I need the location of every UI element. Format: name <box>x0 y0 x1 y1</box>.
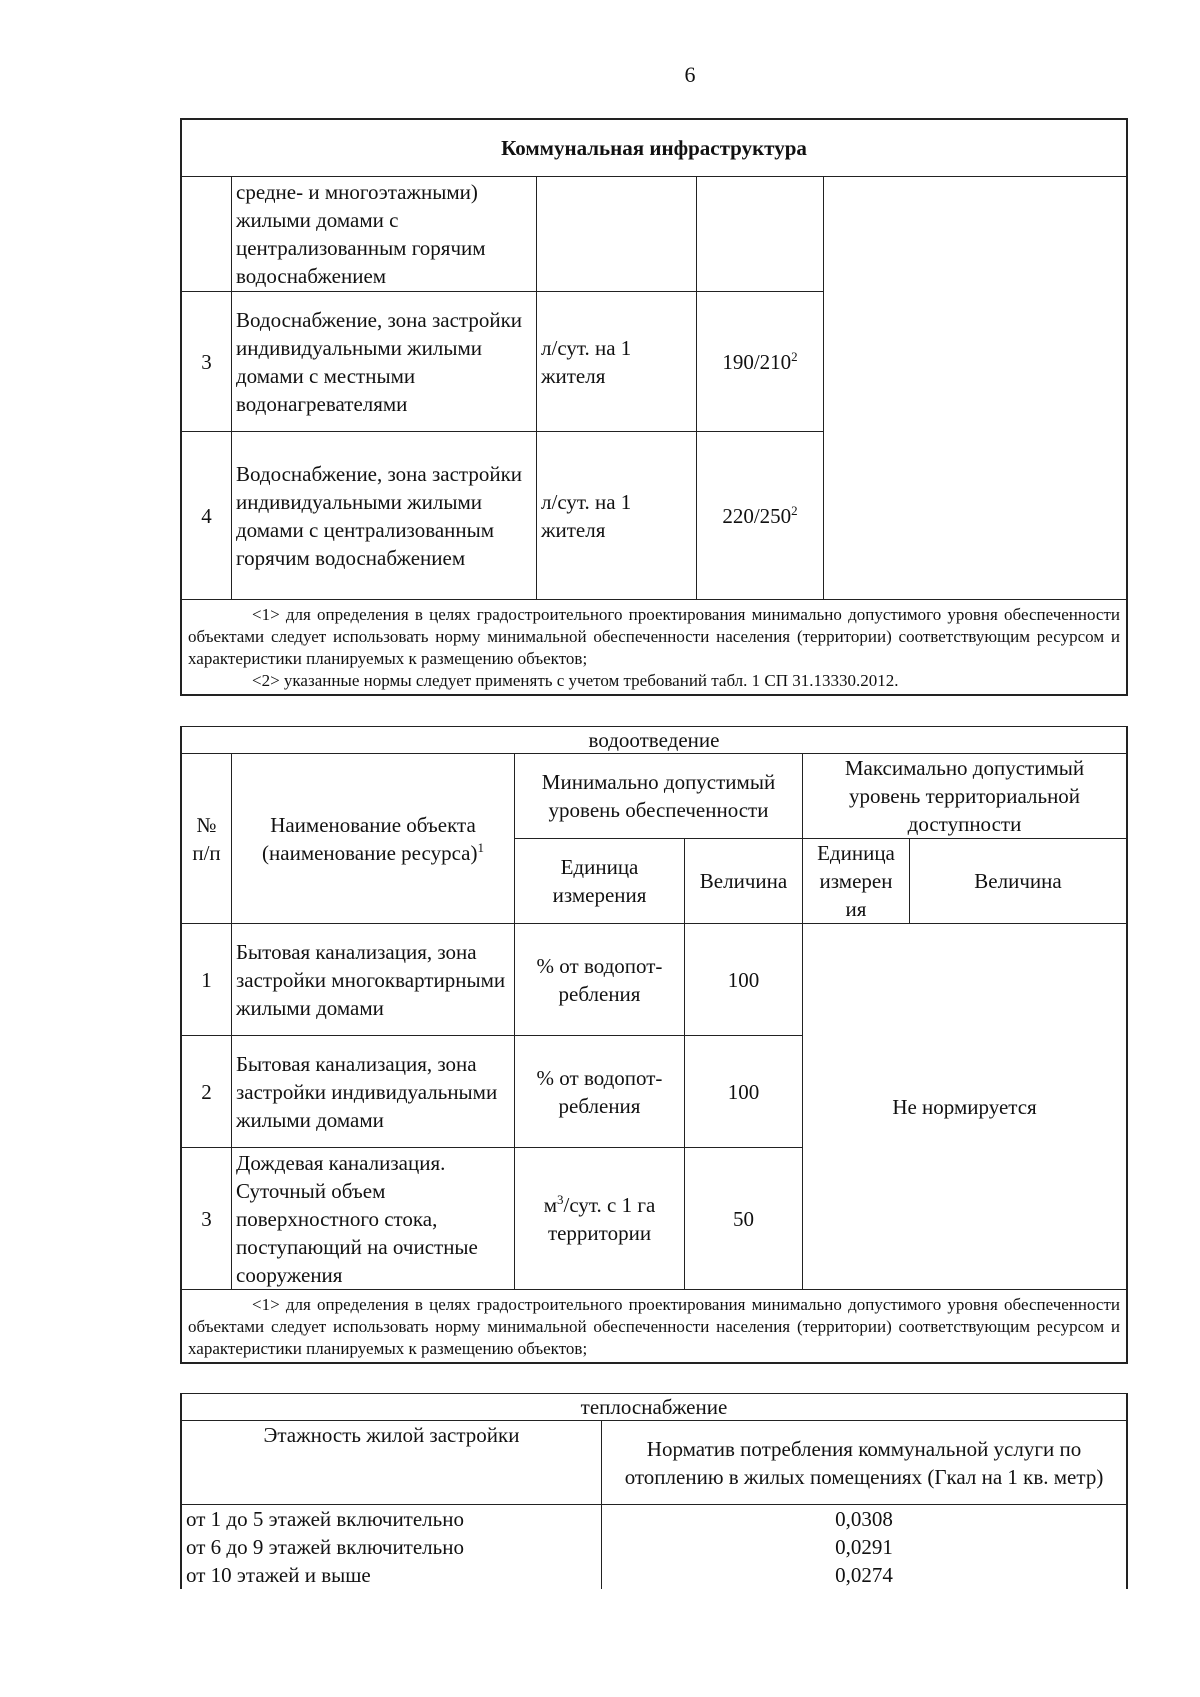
water-row-name: Водоснабжение, зона застройки индивидуальными жилыми домами с централизованным горячим водоснабжением <box>232 432 537 600</box>
drainage-row-name: Бытовая канализация, зона застройки индивидуальными жилыми домами <box>232 1036 515 1148</box>
header-num: № п/п <box>182 754 232 924</box>
table-row <box>182 1505 1127 1534</box>
drainage-row-unit: % от водопот- ребления <box>515 1036 685 1148</box>
heating-value: 0,0308 <box>602 1505 1127 1534</box>
header-max-group: Максимально допустимый уровень территориальной доступности <box>803 754 1127 839</box>
empty-max-cell <box>824 177 1127 600</box>
table-row <box>182 924 1127 1036</box>
footnote-2: <2> указанные нормы следует применять с учетом требований табл. 1 СП 31.13330.2012. <box>252 671 899 690</box>
heating-value: 0,0291 <box>602 1533 1127 1561</box>
table-row <box>182 1561 1127 1589</box>
water-row-unit: л/сут. на 1 жителя <box>537 292 697 432</box>
row-number: 3 <box>182 292 232 432</box>
heating-floors: от 1 до 5 этажей включительно <box>182 1505 602 1534</box>
drainage-row-value: 50 <box>685 1148 803 1290</box>
drainage-row-value: 100 <box>685 924 803 1036</box>
heating-floors: от 10 этажей и выше <box>182 1561 602 1589</box>
table-row <box>182 1533 1127 1561</box>
header-value: Величина <box>685 839 803 924</box>
drainage-row-name: Бытовая канализация, зона застройки многоквартирными жилыми домами <box>232 924 515 1036</box>
not-normed-cell: Не нормируется <box>803 924 1127 1290</box>
heating-value: 0,0274 <box>602 1561 1127 1589</box>
header-value-2: Величина <box>910 839 1127 924</box>
heating-col-floors: Этажность жилой застройки <box>182 1421 602 1505</box>
row-number: 3 <box>182 1148 232 1290</box>
water-supply-block <box>180 118 1128 696</box>
footnote-block <box>182 1290 1127 1363</box>
water-row-value: $190/210^2$ <box>697 292 824 432</box>
footnote-1: <1> для определения в целях градостроительного проектирования минимально допустимого уровня обеспеченности объектами следует использовать норму минимальной обеспеченности населения (территории) соответствующим ресурсом и характеристики планируемых к размещению объектов; <box>188 605 1120 668</box>
table-cell <box>697 177 824 292</box>
footnote-1: <1> для определения в целях градостроительного проектирования минимально допустимого уровня обеспеченности объектами следует использовать норму минимальной обеспеченности населения (территории) соответствующим ресурсом и характеристики планируемых к размещению объектов; <box>188 1295 1120 1358</box>
header-unit-2: Единица измерен ия <box>803 839 910 924</box>
heating-floors: от 6 до 9 этажей включительно <box>182 1533 602 1561</box>
header-unit: Единица измерения <box>515 839 685 924</box>
table-cell <box>537 177 697 292</box>
header-name: Наименование объекта (наименование ресурса)$^1$ <box>232 754 515 924</box>
water-row-name: средне- и многоэтажными) жилыми домами с централизованным горячим водоснабжением <box>232 177 537 292</box>
heating-title: теплоснабжение <box>182 1394 1127 1421</box>
heating-col-norm: Норматив потребления коммунальной услуги по отоплению в жилых помещениях (Гкал на 1 кв. метр) <box>602 1421 1127 1505</box>
row-number: 2 <box>182 1036 232 1148</box>
water-row-unit: л/сут. на 1 жителя <box>537 432 697 600</box>
drainage-row-name: Дождевая канализация. Суточный объем поверхностного стока, поступающий на очистные сооружения <box>232 1148 515 1290</box>
page-number: 6 <box>684 62 696 87</box>
drainage-row-unit: % от водопот- ребления <box>515 924 685 1036</box>
drainage-row-unit: $м^3$/сут. с 1 га территории <box>515 1148 685 1290</box>
header-min-group: Минимально допустимый уровень обеспеченности <box>515 754 803 839</box>
water-row-value: $220/250^2$ <box>697 432 824 600</box>
section-title: Коммунальная инфраструктура <box>182 120 1127 177</box>
footnote-block <box>182 600 1127 695</box>
row-number: 1 <box>182 924 232 1036</box>
table-cell <box>182 177 232 292</box>
water-row-name: Водоснабжение, зона застройки индивидуальными жилыми домами с местными водонагревателями <box>232 292 537 432</box>
drainage-row-value: 100 <box>685 1036 803 1148</box>
row-number: 4 <box>182 432 232 600</box>
heating-block <box>180 1393 1128 1589</box>
drainage-block <box>180 726 1128 1364</box>
drainage-title: водоотведение <box>182 727 1127 754</box>
